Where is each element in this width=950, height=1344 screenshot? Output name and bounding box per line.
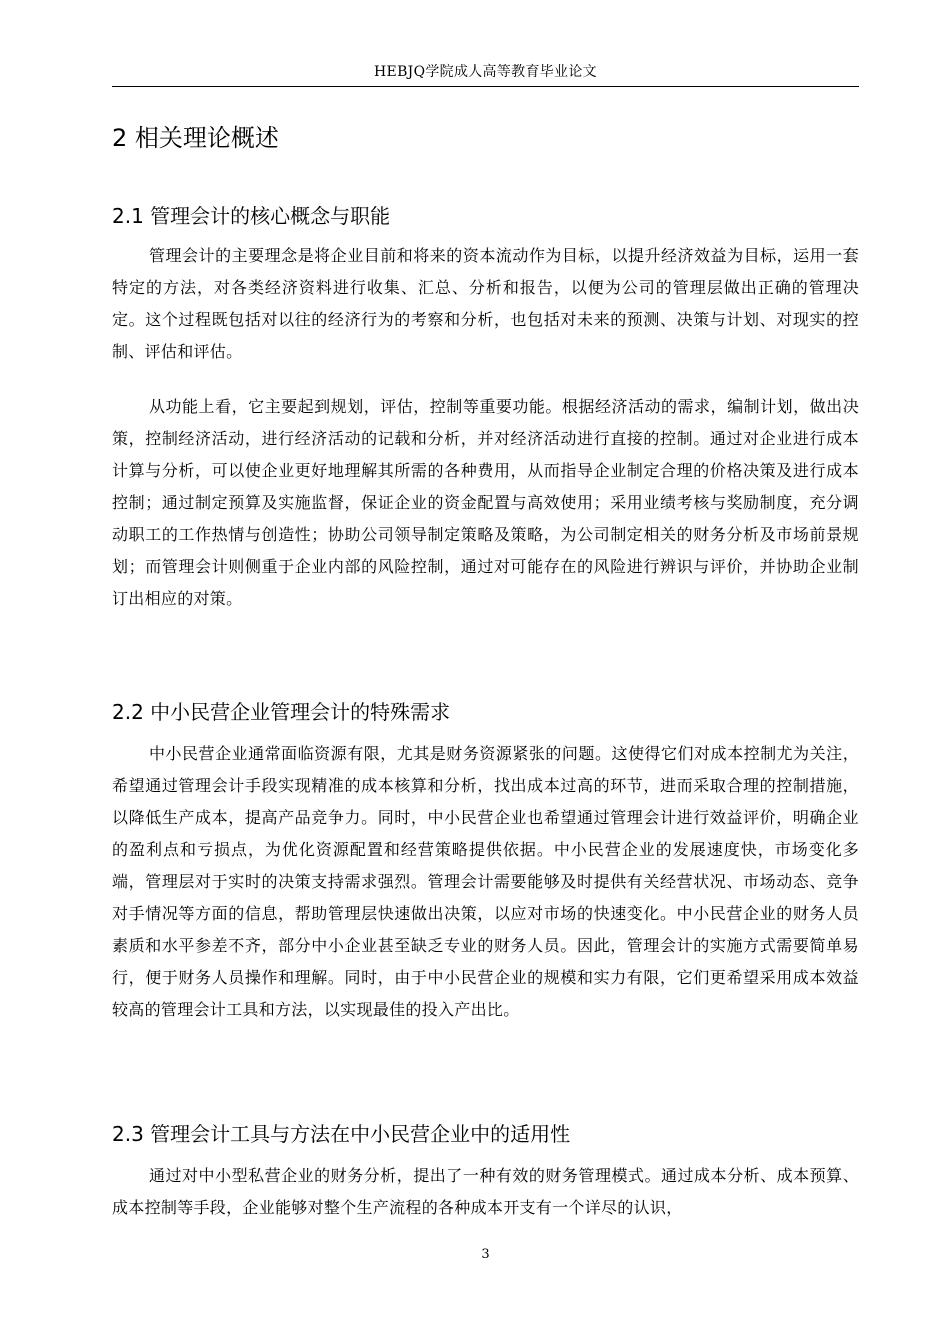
header-divider	[112, 86, 859, 87]
section-2-3-title: 2.3 管理会计工具与方法在中小民营企业中的适用性	[112, 1122, 571, 1146]
section-2-1-paragraph-2: 从功能上看，它主要起到规划，评估，控制等重要功能。根据经济活动的需求，编制计划，做出决策，控制经济活动，进行经济活动的记载和分析，并对经济活动进行直接的控制。通过对企业进行成本计算与分析，可以使企业更好地理解其所需的各种费用，从而指导企业制定合理的价格决策及进行成本控制；通过制定预算及实施监督，保证企业的资金配置与高效使用；采用业绩考核与奖励制度，充分调动职工的工作热情与创造性；协助公司领导制定策略及策略，为公司制定相关的财务分析及市场前景规划；而管理会计则侧重于企业内部的风险控制，通过对可能存在的风险进行辨识与评价，并协助企业制订出相应的对策。	[112, 397, 859, 608]
section-2-1-paragraph-1: 管理会计的主要理念是将企业目前和将来的资本流动作为目标，以提升经济效益为目标，运用一套特定的方法，对各类经济资料进行收集、汇总、分析和报告，以便为公司的管理层做出正确的管理决定。这个过程既包括对以往的经济行为的考察和分析，也包括对未来的预测、决策与计划、对现实的控制、评估和评估。	[112, 246, 859, 361]
page-number: 3	[481, 1247, 490, 1262]
running-header: HEBJQ学院成人高等教育毕业论文	[374, 64, 597, 80]
section-2-3-paragraph-1: 通过对中小型私营企业的财务分析，提出了一种有效的财务管理模式。通过成本分析、成本预算、成本控制等手段，企业能够对整个生产流程的各种成本开支有一个详尽的认识，	[112, 1166, 859, 1217]
section-2-2-paragraph-1: 中小民营企业通常面临资源有限，尤其是财务资源紧张的问题。这使得它们对成本控制尤为关注，希望通过管理会计手段实现精准的成本核算和分析，找出成本过高的环节，进而采取合理的控制措施，以降低生产成本，提高产品竞争力。同时，中小民营企业也希望通过管理会计进行效益评价，明确企业的盈利点和亏损点，为优化资源配置和经营策略提供依据。中小民营企业的发展速度快，市场变化多端，管理层对于实时的决策支持需求强烈。管理会计需要能够及时提供有关经营状况、市场动态、竞争对手情况等方面的信息，帮助管理层快速做出决策，以应对市场的快速变化。中小民营企业的财务人员素质和水平参差不齐，部分中小企业甚至缺乏专业的财务人员。因此，管理会计的实施方式需要简单易行，便于财务人员操作和理解。同时，由于中小民营企业的规模和实力有限，它们更希望采用成本效益较高的管理会计工具和方法，以实现最佳的投入产出比。	[112, 744, 859, 1019]
section-2-1-title: 2.1 管理会计的核心概念与职能	[112, 204, 391, 228]
chapter-title: 2 相关理论概述	[112, 124, 279, 152]
section-2-2-title: 2.2 中小民营企业管理会计的特殊需求	[112, 700, 451, 724]
